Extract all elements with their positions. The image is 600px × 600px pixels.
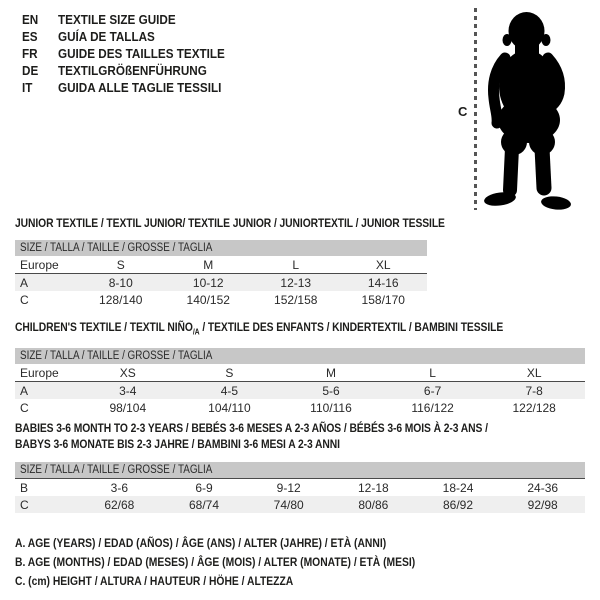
size-cell: 152/158 bbox=[274, 292, 318, 307]
size-cell: 6-7 bbox=[423, 383, 442, 398]
table-row-c bbox=[15, 291, 427, 308]
children-table-title bbox=[15, 320, 503, 336]
size-header-text: SIZE / TALLA / TAILLE / GRÖSSE / TAGLIA bbox=[20, 464, 213, 476]
size-header-text: SIZE / TALLA / TAILLE / GRÖSSE / TAGLIA bbox=[20, 242, 213, 254]
row-label: C bbox=[20, 292, 29, 307]
language-code: DE bbox=[22, 63, 39, 78]
language-code: EN bbox=[22, 12, 39, 27]
size-cell: 116/122 bbox=[411, 400, 454, 415]
size-cell: 92/98 bbox=[527, 497, 558, 512]
language-code: FR bbox=[22, 46, 38, 61]
language-title: TEXTILE SIZE GUIDE bbox=[58, 12, 176, 27]
language-row-it bbox=[22, 79, 225, 96]
size-cell: 5-6 bbox=[322, 383, 340, 398]
junior-table-title: JUNIOR TEXTILE / TEXTIL JUNIOR/ TEXTILE JUNIOR / JUNIORTEXTIL / JUNIOR TESSILE bbox=[15, 216, 445, 230]
table-row-c bbox=[15, 399, 585, 416]
size-cell: 62/68 bbox=[104, 497, 135, 512]
size-cell: 110/116 bbox=[310, 400, 352, 415]
babies-title-line1: BABIES 3-6 MONTH TO 2-3 YEARS / BEBÉS 3-6 MESES A 2-3 AÑOS / BÉBÉS 3-6 MOIS À 2-3 ANS / bbox=[15, 421, 488, 435]
size-cell: XS bbox=[119, 365, 136, 380]
size-cell: 3-4 bbox=[119, 383, 137, 398]
size-cell: 3-6 bbox=[110, 480, 128, 495]
note-height-cm: C. (cm) HEIGHT / ALTURA / HAUTEUR / HÖHE / ALTEZZA bbox=[15, 574, 294, 588]
row-label: A bbox=[20, 275, 29, 290]
size-cell: 86/92 bbox=[443, 497, 474, 512]
language-title: TEXTILGRÖßENFÜHRUNG bbox=[58, 63, 207, 78]
size-cell: XL bbox=[526, 365, 542, 380]
table-row-a bbox=[15, 382, 585, 399]
legend-notes bbox=[15, 534, 480, 591]
language-title: GUÍA DE TALLAS bbox=[58, 29, 155, 44]
size-cell: 122/128 bbox=[512, 400, 556, 415]
row-label: B bbox=[20, 480, 29, 495]
size-cell: 4-5 bbox=[220, 383, 239, 398]
language-list bbox=[22, 11, 247, 96]
row-label: C bbox=[20, 497, 29, 512]
row-label: Europe bbox=[20, 257, 59, 272]
size-cell: 158/170 bbox=[361, 292, 405, 307]
size-cell: 6-9 bbox=[195, 480, 213, 495]
children-title-suffix: / TEXTILE DES ENFANTS / KINDERTEXTIL / BAMBINI TESSILE bbox=[199, 320, 504, 334]
size-cell: 12-18 bbox=[358, 480, 389, 495]
size-cell: 98/104 bbox=[109, 400, 147, 415]
table-row-c bbox=[15, 496, 585, 513]
size-cell: 74/80 bbox=[273, 497, 304, 512]
junior-size-table bbox=[15, 240, 427, 308]
size-cell: 12-13 bbox=[280, 275, 312, 290]
language-title: GUIDA ALLE TAGLIE TESSILI bbox=[58, 80, 222, 95]
babies-size-table bbox=[15, 462, 585, 513]
size-cell: L bbox=[292, 257, 300, 272]
size-cell: 68/74 bbox=[188, 497, 220, 512]
table-row-europe bbox=[15, 256, 427, 274]
table-row-a bbox=[15, 274, 427, 291]
size-cell: M bbox=[325, 365, 336, 380]
size-cell: 10-12 bbox=[192, 275, 224, 290]
baby-silhouette-icon bbox=[478, 6, 578, 212]
height-dashed-line-icon bbox=[474, 8, 477, 210]
children-size-table bbox=[15, 348, 585, 416]
size-cell: S bbox=[116, 257, 125, 272]
language-row-en bbox=[22, 11, 225, 28]
row-label: Europe bbox=[20, 365, 59, 380]
language-code: IT bbox=[22, 80, 33, 95]
children-title-prefix: CHILDREN'S TEXTILE / TEXTIL NIÑO bbox=[15, 320, 193, 334]
size-cell: 9-12 bbox=[276, 480, 301, 495]
size-cell: M bbox=[203, 257, 214, 272]
note-age-months: B. AGE (MONTHS) / EDAD (MESES) / ÂGE (MOIS) / ALTER (MONATE) / ETÀ (MESI) bbox=[15, 555, 416, 569]
size-cell: L bbox=[429, 365, 436, 380]
size-header-text: SIZE / TALLA / TAILLE / GRÖSSE / TAGLIA bbox=[20, 350, 213, 362]
size-cell: 8-10 bbox=[108, 275, 133, 290]
size-cell: 128/140 bbox=[99, 292, 143, 307]
size-header-band bbox=[15, 462, 585, 479]
size-cell: 104/110 bbox=[208, 400, 251, 415]
size-cell: 14-16 bbox=[367, 275, 399, 290]
babies-table-title bbox=[15, 421, 488, 452]
language-title: GUIDE DES TAILLES TEXTILE bbox=[58, 46, 225, 61]
table-row-europe bbox=[15, 364, 585, 382]
children-title-sub: /A bbox=[192, 327, 200, 337]
row-label: C bbox=[20, 400, 29, 415]
language-row-de bbox=[22, 62, 225, 79]
row-label: A bbox=[20, 383, 29, 398]
note-age-years: A. AGE (YEARS) / EDAD (AÑOS) / ÂGE (ANS) / ALTER (JAHRE) / ETÀ (ANNI) bbox=[15, 536, 387, 550]
language-code: ES bbox=[22, 29, 38, 44]
size-cell: 140/152 bbox=[186, 292, 230, 307]
language-row-es bbox=[22, 28, 225, 45]
language-row-fr bbox=[22, 45, 225, 62]
size-cell: 80/86 bbox=[358, 497, 389, 512]
size-cell: XL bbox=[375, 257, 391, 272]
size-cell: 24-36 bbox=[527, 480, 559, 495]
size-cell: 7-8 bbox=[525, 383, 543, 398]
size-cell: 18-24 bbox=[442, 480, 474, 495]
babies-title-line2: BABYS 3-6 MONATE BIS 2-3 JAHRE / BAMBINI 3-6 MESI A 2-3 ANNI bbox=[15, 436, 340, 451]
baby-height-figure bbox=[448, 4, 600, 216]
size-header-band bbox=[15, 348, 585, 364]
height-measure-label: C bbox=[458, 104, 468, 119]
table-row-b bbox=[15, 479, 585, 496]
size-cell: S bbox=[225, 365, 234, 380]
size-header-band bbox=[15, 240, 427, 256]
